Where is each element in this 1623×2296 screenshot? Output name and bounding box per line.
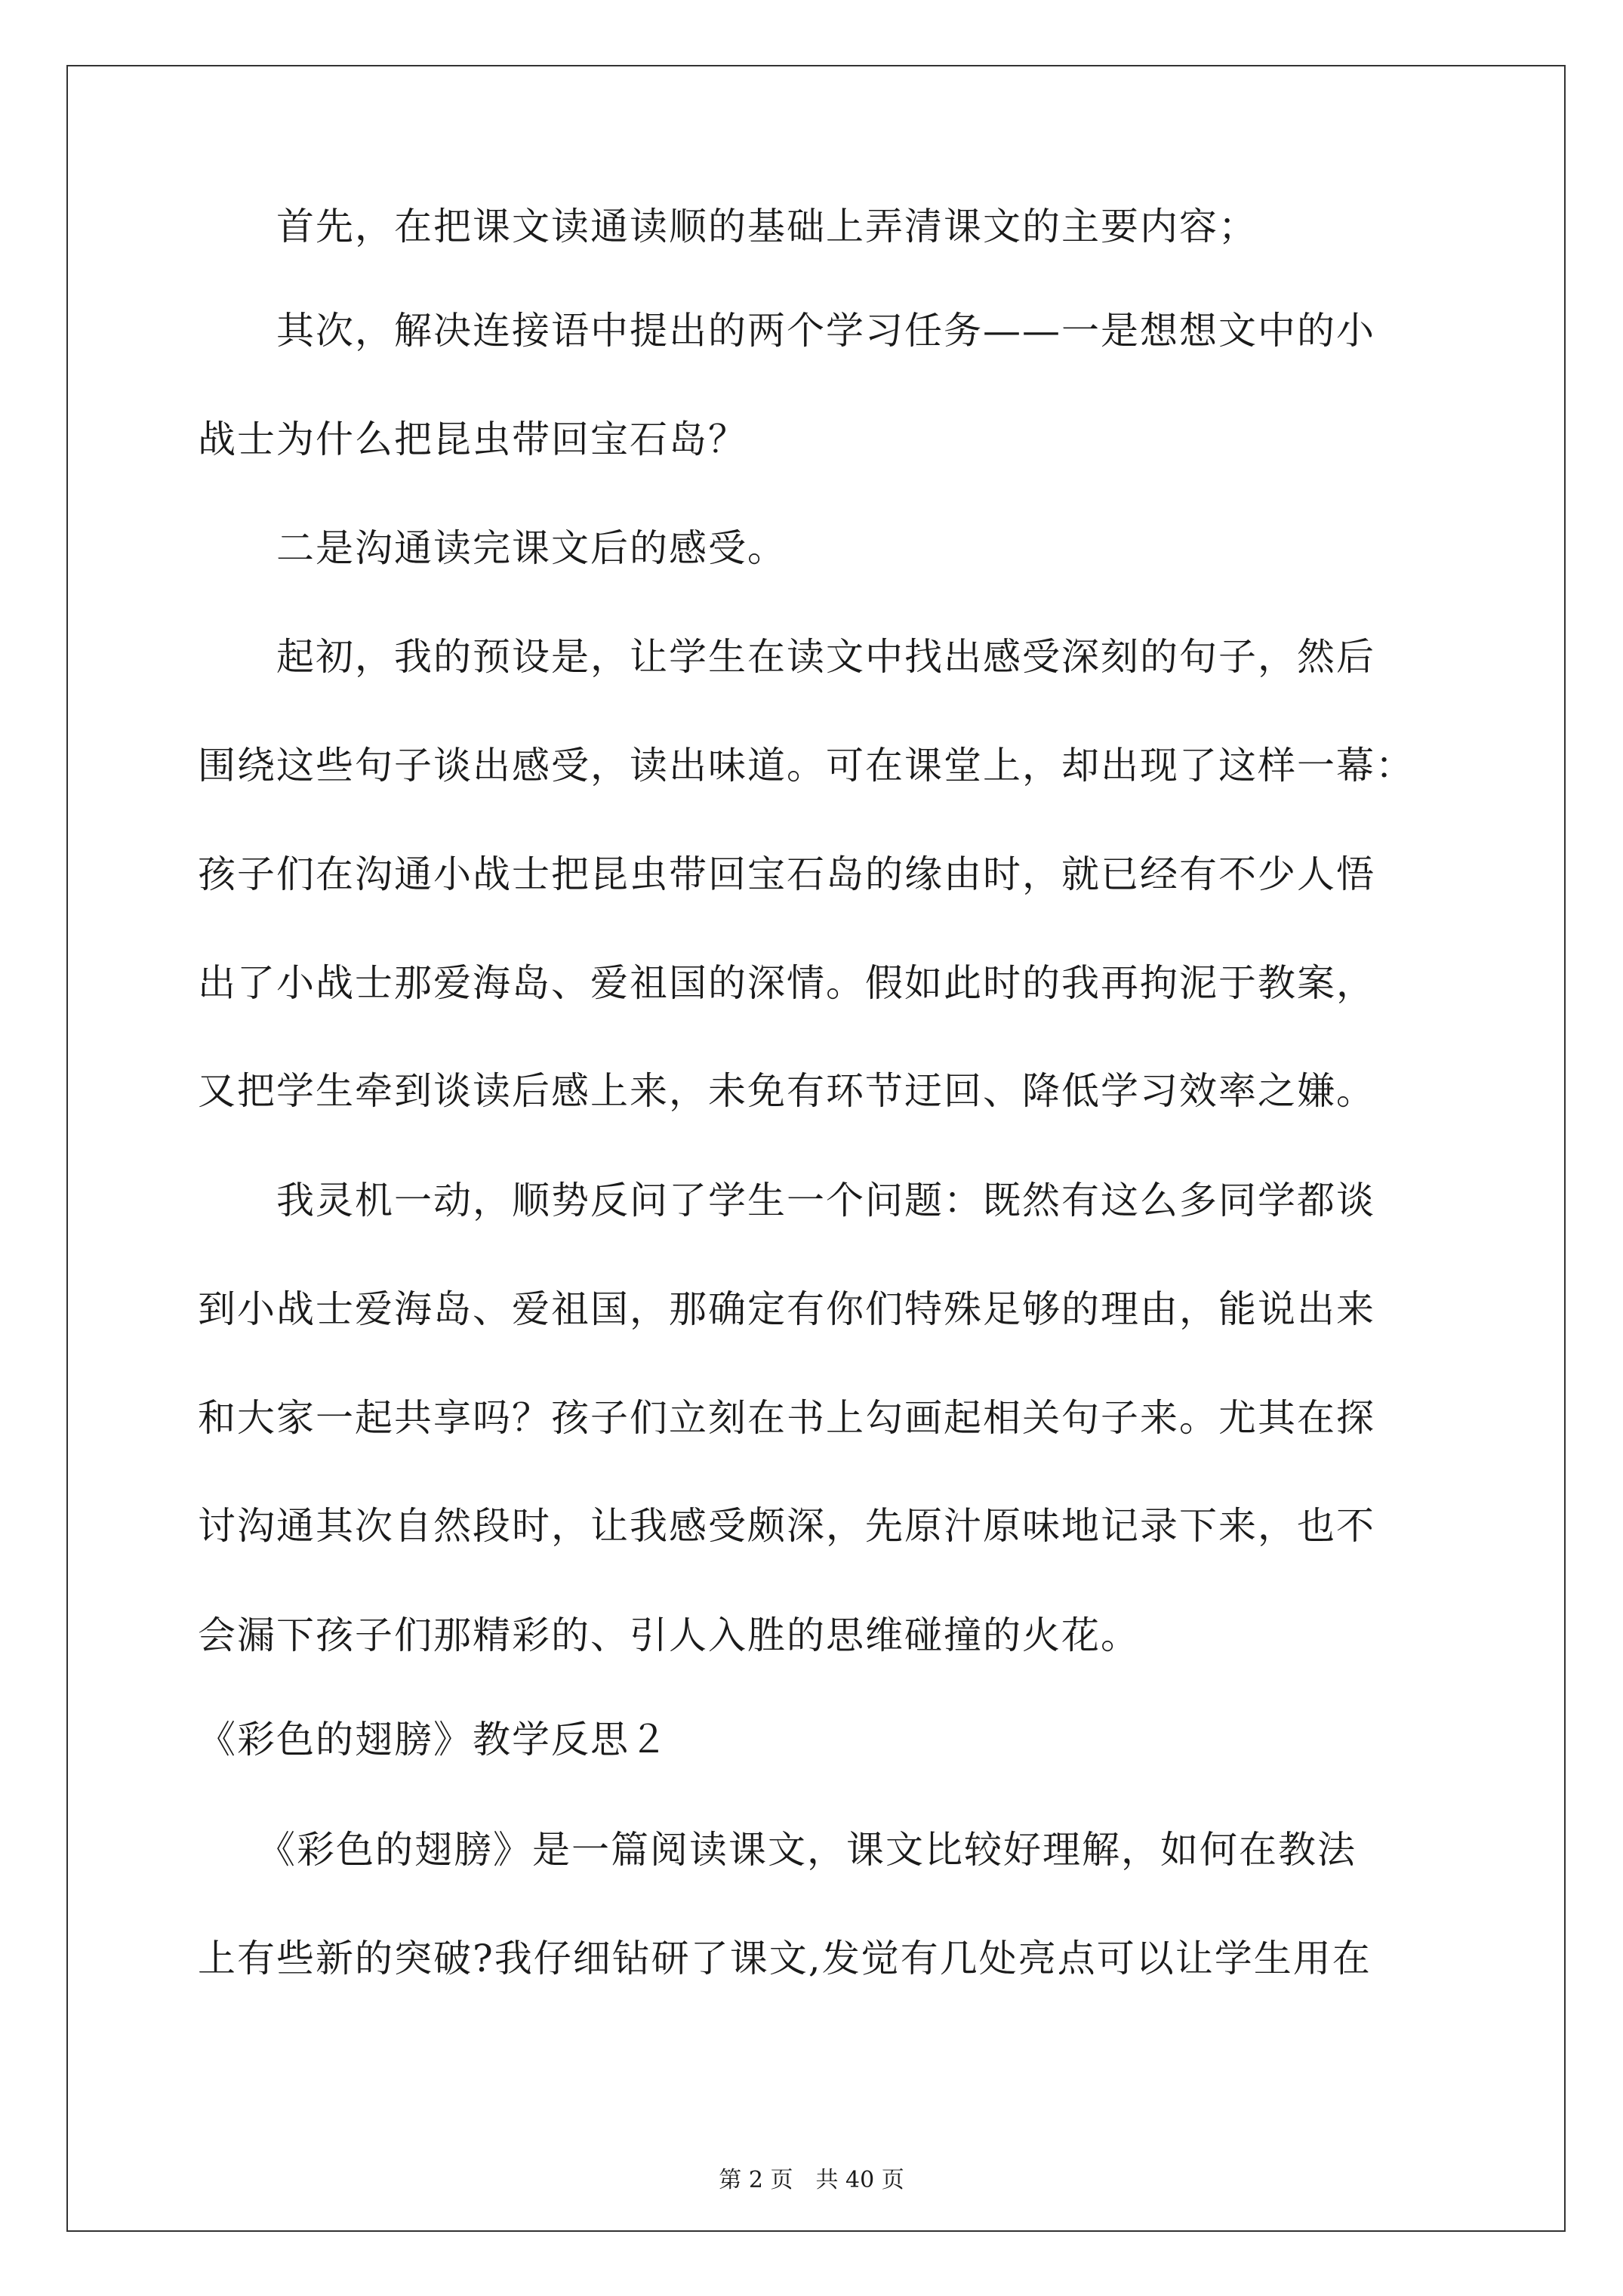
text-line: 起初，我的预设是，让学生在读文中找出感受深刻的句子，然后	[198, 635, 1375, 679]
text-line: 我灵机一动，顺势反问了学生一个问题：既然有这么多同学都谈	[198, 1179, 1375, 1222]
text-line: 首先，在把课文读通读顺的基础上弄清课文的主要内容；	[198, 205, 1258, 248]
section-heading: 《彩色的翅膀》教学反思２	[198, 1718, 669, 1761]
text-line: 孩子们在沟通小战士把昆虫带回宝石岛的缘由时，就已经有不少人悟	[198, 852, 1375, 896]
text-line: 围绕这些句子谈出感受，读出味道。可在课堂上，却出现了这样一幕：	[198, 744, 1415, 787]
text-line: 又把学生牵到谈读后感上来，未免有环节迂回、降低学习效率之嫌。	[198, 1069, 1375, 1113]
text-line: 《彩色的翅膀》是一篇阅读课文，课文比较好理解，如何在教法	[198, 1828, 1357, 1872]
text-line: 出了小战士那爱海岛、爱祖国的深情。假如此时的我再拘泥于教案，	[198, 961, 1375, 1005]
page-border	[66, 65, 1566, 2232]
text-line: 和大家一起共享吗？孩子们立刻在书上勾画起相关句子来。尤其在探	[198, 1396, 1375, 1440]
page-footer: 第 2 页 共 40 页	[719, 2167, 904, 2193]
text-line: 战士为什么把昆虫带回宝石岛？	[198, 418, 747, 461]
text-line: 二是沟通读完课文后的感受。	[198, 526, 787, 570]
text-line: 讨沟通其次自然段时，让我感受颇深，先原汁原味地记录下来，也不	[198, 1504, 1375, 1548]
text-line: 上有些新的突破?我仔细钻研了课文,发觉有几处亮点可以让学生用在	[198, 1937, 1372, 1980]
text-line: 其次，解决连接语中提出的两个学习任务——一是想想文中的小	[198, 309, 1375, 353]
text-line: 到小战士爱海岛、爱祖国，那确定有你们特殊足够的理由，能说出来	[198, 1287, 1375, 1331]
text-line: 会漏下孩子们那精彩的、引人入胜的思维碰撞的火花。	[198, 1613, 1140, 1657]
